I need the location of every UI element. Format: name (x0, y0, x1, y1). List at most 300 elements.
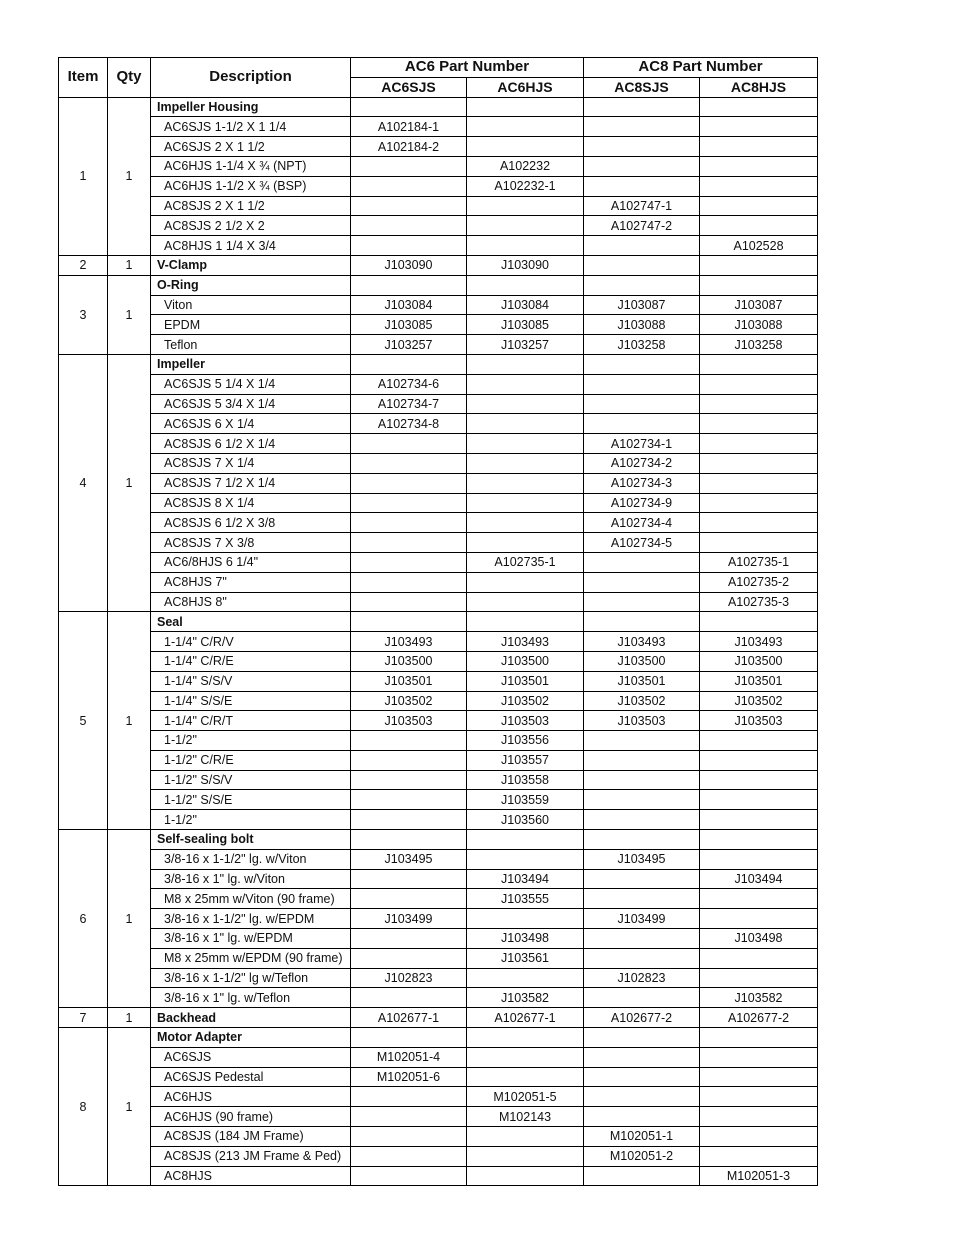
parts-table (58, 57, 818, 1186)
ac6hjs-part-number (467, 1028, 584, 1048)
ac8sjs-part-number: J103500 (584, 651, 700, 671)
table-row (59, 354, 818, 374)
table-row (59, 790, 818, 810)
ac6hjs-part-number: J103501 (467, 671, 584, 691)
part-description: AC8SJS 7 X 3/8 (151, 533, 351, 553)
ac6sjs-part-number (351, 889, 467, 909)
table-row (59, 1008, 818, 1028)
ac8hjs-part-number: J103493 (700, 632, 818, 652)
ac6hjs-part-number (467, 1047, 584, 1067)
ac8sjs-part-number: A102747-1 (584, 196, 700, 216)
part-description: EPDM (151, 315, 351, 335)
ac8hjs-part-number (700, 394, 818, 414)
section-title: Motor Adapter (151, 1028, 351, 1048)
ac8sjs-part-number (584, 572, 700, 592)
ac8sjs-part-number (584, 414, 700, 434)
ac8sjs-part-number (584, 354, 700, 374)
ac8sjs-part-number: A102677-2 (584, 1008, 700, 1028)
table-header (59, 58, 818, 98)
table-row (59, 414, 818, 434)
ac6sjs-part-number: A102734-8 (351, 414, 467, 434)
section-title: O-Ring (151, 275, 351, 295)
ac6hjs-part-number (467, 572, 584, 592)
ac8hjs-header: AC8HJS (700, 77, 818, 97)
ac6hjs-part-number (467, 97, 584, 117)
table-row (59, 394, 818, 414)
ac6sjs-part-number (351, 810, 467, 830)
part-description: AC6HJS 1-1/4 X ¾ (NPT) (151, 156, 351, 176)
ac6hjs-part-number: J103085 (467, 315, 584, 335)
ac6sjs-part-number (351, 236, 467, 256)
ac6hjs-part-number: M102051-5 (467, 1087, 584, 1107)
ac6hjs-part-number (467, 612, 584, 632)
ac6hjs-part-number: J103560 (467, 810, 584, 830)
ac6hjs-part-number (467, 1127, 584, 1147)
part-description: 1-1/4" C/R/V (151, 632, 351, 652)
ac8hjs-part-number: J103494 (700, 869, 818, 889)
ac8hjs-part-number (700, 354, 818, 374)
table-row (59, 612, 818, 632)
ac8sjs-part-number: J103501 (584, 671, 700, 691)
ac6sjs-part-number (351, 453, 467, 473)
part-description: Viton (151, 295, 351, 315)
table-row (59, 592, 818, 612)
part-description: AC6SJS Pedestal (151, 1067, 351, 1087)
table-row (59, 651, 818, 671)
ac6hjs-part-number: A102735-1 (467, 552, 584, 572)
ac6sjs-part-number (351, 176, 467, 196)
ac6sjs-part-number (351, 513, 467, 533)
item-number: 4 (59, 354, 108, 611)
ac6hjs-part-number: J103494 (467, 869, 584, 889)
table-row (59, 255, 818, 275)
part-description: AC8HJS (151, 1166, 351, 1186)
table-row (59, 1107, 818, 1127)
ac6sjs-part-number (351, 473, 467, 493)
ac8hjs-part-number (700, 156, 818, 176)
ac6sjs-part-number (351, 948, 467, 968)
ac8sjs-part-number (584, 1166, 700, 1186)
part-description: AC6HJS (90 frame) (151, 1107, 351, 1127)
ac6hjs-part-number (467, 473, 584, 493)
part-description: M8 x 25mm w/EPDM (90 frame) (151, 948, 351, 968)
ac6sjs-part-number (351, 97, 467, 117)
qty-header: Qty (108, 58, 151, 98)
quantity: 1 (108, 612, 151, 830)
part-description: AC8HJS 8" (151, 592, 351, 612)
ac8hjs-part-number (700, 830, 818, 850)
ac6sjs-part-number (351, 929, 467, 949)
ac6hjs-part-number (467, 216, 584, 236)
quantity: 1 (108, 354, 151, 611)
table-row (59, 176, 818, 196)
part-description: 1-1/4" S/S/E (151, 691, 351, 711)
ac6sjs-header: AC6SJS (351, 77, 467, 97)
ac6hjs-part-number (467, 414, 584, 434)
ac6sjs-part-number (351, 354, 467, 374)
table-row (59, 1047, 818, 1067)
ac8sjs-part-number: A102734-5 (584, 533, 700, 553)
ac8sjs-part-number: M102051-1 (584, 1127, 700, 1147)
table-row (59, 671, 818, 691)
ac6sjs-part-number (351, 612, 467, 632)
ac6sjs-part-number: J103499 (351, 909, 467, 929)
ac6hjs-part-number: J103500 (467, 651, 584, 671)
part-description: AC6SJS (151, 1047, 351, 1067)
ac8sjs-part-number (584, 156, 700, 176)
ac6sjs-part-number: A102184-1 (351, 117, 467, 137)
section-title: Impeller Housing (151, 97, 351, 117)
ac6hjs-part-number: J103498 (467, 929, 584, 949)
ac8hjs-part-number (700, 137, 818, 157)
item-number: 7 (59, 1008, 108, 1028)
ac6sjs-part-number: J102823 (351, 968, 467, 988)
ac6sjs-part-number: M102051-4 (351, 1047, 467, 1067)
ac8hjs-part-number (700, 909, 818, 929)
ac6hjs-part-number: A102232-1 (467, 176, 584, 196)
ac6hjs-part-number (467, 394, 584, 414)
table-row (59, 770, 818, 790)
ac6sjs-part-number (351, 1146, 467, 1166)
ac6-part-number-header: AC6 Part Number (351, 58, 584, 78)
ac8sjs-part-number (584, 790, 700, 810)
ac8sjs-part-number (584, 731, 700, 751)
part-description: AC8SJS (213 JM Frame & Ped) (151, 1146, 351, 1166)
ac6sjs-part-number (351, 552, 467, 572)
ac6sjs-part-number: A102734-7 (351, 394, 467, 414)
ac6sjs-part-number: J103495 (351, 849, 467, 869)
ac8sjs-part-number (584, 137, 700, 157)
table-row (59, 453, 818, 473)
ac6sjs-part-number (351, 196, 467, 216)
part-description: AC6HJS (151, 1087, 351, 1107)
part-description: AC6SJS 5 1/4 X 1/4 (151, 374, 351, 394)
table-row (59, 216, 818, 236)
ac6hjs-part-number (467, 592, 584, 612)
ac6sjs-part-number (351, 1166, 467, 1186)
ac6hjs-part-number (467, 1166, 584, 1186)
ac8hjs-part-number (700, 473, 818, 493)
ac6hjs-part-number: J103502 (467, 691, 584, 711)
ac8sjs-part-number (584, 374, 700, 394)
ac8hjs-part-number (700, 97, 818, 117)
ac6sjs-part-number (351, 434, 467, 454)
table-row (59, 1028, 818, 1048)
table-row (59, 335, 818, 355)
ac6hjs-part-number: J103582 (467, 988, 584, 1008)
ac8hjs-part-number (700, 889, 818, 909)
ac6sjs-part-number (351, 275, 467, 295)
part-description: 3/8-16 x 1-1/2" lg w/Teflon (151, 968, 351, 988)
ac8hjs-part-number (700, 1047, 818, 1067)
ac6hjs-part-number: J103555 (467, 889, 584, 909)
table-row (59, 750, 818, 770)
part-description: 1-1/2" C/R/E (151, 750, 351, 770)
table-row (59, 236, 818, 256)
section-title: V-Clamp (151, 255, 351, 275)
ac8sjs-part-number: J103499 (584, 909, 700, 929)
ac6sjs-part-number: J103084 (351, 295, 467, 315)
table-row (59, 830, 818, 850)
ac8hjs-part-number (700, 612, 818, 632)
ac8sjs-part-number (584, 1087, 700, 1107)
item-number: 3 (59, 275, 108, 354)
ac6hjs-part-number (467, 434, 584, 454)
table-row (59, 909, 818, 929)
ac8sjs-part-number (584, 869, 700, 889)
part-description: 1-1/4" C/R/T (151, 711, 351, 731)
ac8hjs-part-number (700, 513, 818, 533)
part-description: AC8SJS 6 1/2 X 3/8 (151, 513, 351, 533)
table-row (59, 988, 818, 1008)
ac6sjs-part-number (351, 869, 467, 889)
ac6hjs-part-number: J103503 (467, 711, 584, 731)
ac6hjs-part-number: J103559 (467, 790, 584, 810)
table-body (59, 97, 818, 1186)
table-row (59, 275, 818, 295)
part-description: 3/8-16 x 1-1/2" lg. w/EPDM (151, 909, 351, 929)
ac6sjs-part-number (351, 592, 467, 612)
ac8hjs-part-number: A102735-1 (700, 552, 818, 572)
ac6sjs-part-number (351, 216, 467, 236)
ac6sjs-part-number: A102184-2 (351, 137, 467, 157)
ac8hjs-part-number (700, 255, 818, 275)
item-number: 8 (59, 1028, 108, 1186)
table-row (59, 434, 818, 454)
ac8sjs-part-number: J103495 (584, 849, 700, 869)
ac8sjs-part-number: M102051-2 (584, 1146, 700, 1166)
ac8sjs-part-number: J103493 (584, 632, 700, 652)
part-description: AC8SJS 7 1/2 X 1/4 (151, 473, 351, 493)
table-row (59, 889, 818, 909)
table-row (59, 137, 818, 157)
ac8sjs-part-number (584, 236, 700, 256)
ac6hjs-part-number: J103561 (467, 948, 584, 968)
part-description: 1-1/4" C/R/E (151, 651, 351, 671)
table-row (59, 374, 818, 394)
table-row (59, 731, 818, 751)
table-row (59, 533, 818, 553)
ac6sjs-part-number: J103493 (351, 632, 467, 652)
ac6sjs-part-number (351, 731, 467, 751)
item-number: 5 (59, 612, 108, 830)
ac8sjs-part-number (584, 612, 700, 632)
ac6sjs-part-number (351, 830, 467, 850)
ac8hjs-part-number (700, 196, 818, 216)
ac6hjs-header: AC6HJS (467, 77, 584, 97)
part-description: 3/8-16 x 1" lg. w/EPDM (151, 929, 351, 949)
ac6hjs-part-number (467, 533, 584, 553)
ac8hjs-part-number: J103503 (700, 711, 818, 731)
ac8hjs-part-number: A102528 (700, 236, 818, 256)
ac8sjs-part-number: A102734-4 (584, 513, 700, 533)
section-title: Impeller (151, 354, 351, 374)
ac6sjs-part-number (351, 156, 467, 176)
ac8hjs-part-number (700, 117, 818, 137)
table-row (59, 552, 818, 572)
quantity: 1 (108, 97, 151, 255)
ac8hjs-part-number: J103501 (700, 671, 818, 691)
ac8hjs-part-number: M102051-3 (700, 1166, 818, 1186)
ac8sjs-part-number (584, 1107, 700, 1127)
ac8hjs-part-number (700, 968, 818, 988)
ac8sjs-part-number (584, 117, 700, 137)
ac6sjs-part-number (351, 533, 467, 553)
table-row (59, 929, 818, 949)
ac8sjs-part-number (584, 1047, 700, 1067)
ac6sjs-part-number: A102734-6 (351, 374, 467, 394)
ac8sjs-part-number: J103258 (584, 335, 700, 355)
ac8hjs-part-number: J103258 (700, 335, 818, 355)
ac8sjs-part-number: A102734-9 (584, 493, 700, 513)
ac8hjs-part-number (700, 176, 818, 196)
ac6sjs-part-number (351, 1087, 467, 1107)
ac6sjs-part-number: J103503 (351, 711, 467, 731)
ac8hjs-part-number (700, 948, 818, 968)
table-row (59, 968, 818, 988)
ac8sjs-part-number (584, 176, 700, 196)
ac6sjs-part-number (351, 750, 467, 770)
part-description: 3/8-16 x 1" lg. w/Teflon (151, 988, 351, 1008)
ac6sjs-part-number: J103500 (351, 651, 467, 671)
ac8sjs-part-number: A102734-2 (584, 453, 700, 473)
ac8hjs-part-number (700, 849, 818, 869)
part-description: AC6/8HJS 6 1/4" (151, 552, 351, 572)
ac8hjs-part-number (700, 1087, 818, 1107)
ac8sjs-part-number (584, 929, 700, 949)
part-description: AC6HJS 1-1/2 X ¾ (BSP) (151, 176, 351, 196)
part-description: 1-1/2" (151, 810, 351, 830)
ac6sjs-part-number: A102677-1 (351, 1008, 467, 1028)
table-row (59, 1087, 818, 1107)
part-description: 1-1/4" S/S/V (151, 671, 351, 691)
ac6sjs-part-number (351, 988, 467, 1008)
table-row (59, 810, 818, 830)
part-description: AC8SJS 2 X 1 1/2 (151, 196, 351, 216)
ac6hjs-part-number (467, 830, 584, 850)
ac8sjs-part-number (584, 592, 700, 612)
part-description: 1-1/2" S/S/E (151, 790, 351, 810)
part-description: AC8SJS 6 1/2 X 1/4 (151, 434, 351, 454)
ac8sjs-part-number (584, 988, 700, 1008)
ac6hjs-part-number (467, 117, 584, 137)
part-description: AC8SJS 2 1/2 X 2 (151, 216, 351, 236)
ac8hjs-part-number: J103088 (700, 315, 818, 335)
table-row (59, 849, 818, 869)
ac8hjs-part-number (700, 770, 818, 790)
section-title: Seal (151, 612, 351, 632)
table-row (59, 1146, 818, 1166)
table-row (59, 295, 818, 315)
ac6hjs-part-number: J103090 (467, 255, 584, 275)
ac8hjs-part-number: J103502 (700, 691, 818, 711)
part-description: AC6SJS 5 3/4 X 1/4 (151, 394, 351, 414)
ac8hjs-part-number (700, 533, 818, 553)
ac6hjs-part-number: A102677-1 (467, 1008, 584, 1028)
table-row (59, 869, 818, 889)
ac8sjs-part-number (584, 394, 700, 414)
ac6hjs-part-number: J103084 (467, 295, 584, 315)
ac8hjs-part-number (700, 810, 818, 830)
ac8hjs-part-number: A102735-2 (700, 572, 818, 592)
table-row (59, 315, 818, 335)
part-description: AC8HJS 1 1/4 X 3/4 (151, 236, 351, 256)
ac6sjs-part-number (351, 770, 467, 790)
item-number: 6 (59, 830, 108, 1008)
quantity: 1 (108, 1008, 151, 1028)
part-description: AC8HJS 7" (151, 572, 351, 592)
ac8hjs-part-number (700, 453, 818, 473)
ac6hjs-part-number (467, 196, 584, 216)
ac6sjs-part-number (351, 790, 467, 810)
ac8hjs-part-number: J103087 (700, 295, 818, 315)
table-row (59, 632, 818, 652)
ac6hjs-part-number: J103556 (467, 731, 584, 751)
section-title: Self-sealing bolt (151, 830, 351, 850)
ac8hjs-part-number (700, 275, 818, 295)
ac8hjs-part-number (700, 1107, 818, 1127)
table-row (59, 1127, 818, 1147)
ac8hjs-part-number: J103498 (700, 929, 818, 949)
part-description: AC6SJS 6 X 1/4 (151, 414, 351, 434)
ac8sjs-part-number (584, 889, 700, 909)
table-row (59, 711, 818, 731)
ac8hjs-part-number (700, 216, 818, 236)
part-description: 1-1/2" (151, 731, 351, 751)
ac6sjs-part-number: J103257 (351, 335, 467, 355)
table-row (59, 493, 818, 513)
ac6hjs-part-number (467, 374, 584, 394)
part-description: M8 x 25mm w/Viton (90 frame) (151, 889, 351, 909)
ac6hjs-part-number: J103257 (467, 335, 584, 355)
ac8hjs-part-number (700, 731, 818, 751)
ac8sjs-part-number (584, 770, 700, 790)
ac6sjs-part-number (351, 1127, 467, 1147)
ac8sjs-part-number: A102734-3 (584, 473, 700, 493)
table-row (59, 1166, 818, 1186)
ac8sjs-part-number: A102734-1 (584, 434, 700, 454)
ac6hjs-part-number (467, 354, 584, 374)
ac6hjs-part-number (467, 236, 584, 256)
ac8hjs-part-number: J103582 (700, 988, 818, 1008)
ac8hjs-part-number: J103500 (700, 651, 818, 671)
table-row (59, 513, 818, 533)
ac8hjs-part-number: A102735-3 (700, 592, 818, 612)
ac6hjs-part-number: M102143 (467, 1107, 584, 1127)
description-header: Description (151, 58, 351, 98)
table-row (59, 196, 818, 216)
ac8sjs-part-number: J102823 (584, 968, 700, 988)
ac8sjs-part-number: J103503 (584, 711, 700, 731)
quantity: 1 (108, 275, 151, 354)
ac6sjs-part-number (351, 1028, 467, 1048)
ac6hjs-part-number (467, 453, 584, 473)
ac8sjs-part-number (584, 275, 700, 295)
ac8sjs-part-number (584, 1067, 700, 1087)
part-description: 1-1/2" S/S/V (151, 770, 351, 790)
ac6sjs-part-number: J103502 (351, 691, 467, 711)
ac8sjs-part-number (584, 948, 700, 968)
ac6sjs-part-number (351, 572, 467, 592)
ac6hjs-part-number (467, 137, 584, 157)
ac6hjs-part-number (467, 909, 584, 929)
quantity: 1 (108, 1028, 151, 1186)
table-row (59, 948, 818, 968)
ac8hjs-part-number (700, 493, 818, 513)
ac6hjs-part-number (467, 968, 584, 988)
part-description: 3/8-16 x 1" lg. w/Viton (151, 869, 351, 889)
ac8sjs-part-number (584, 552, 700, 572)
